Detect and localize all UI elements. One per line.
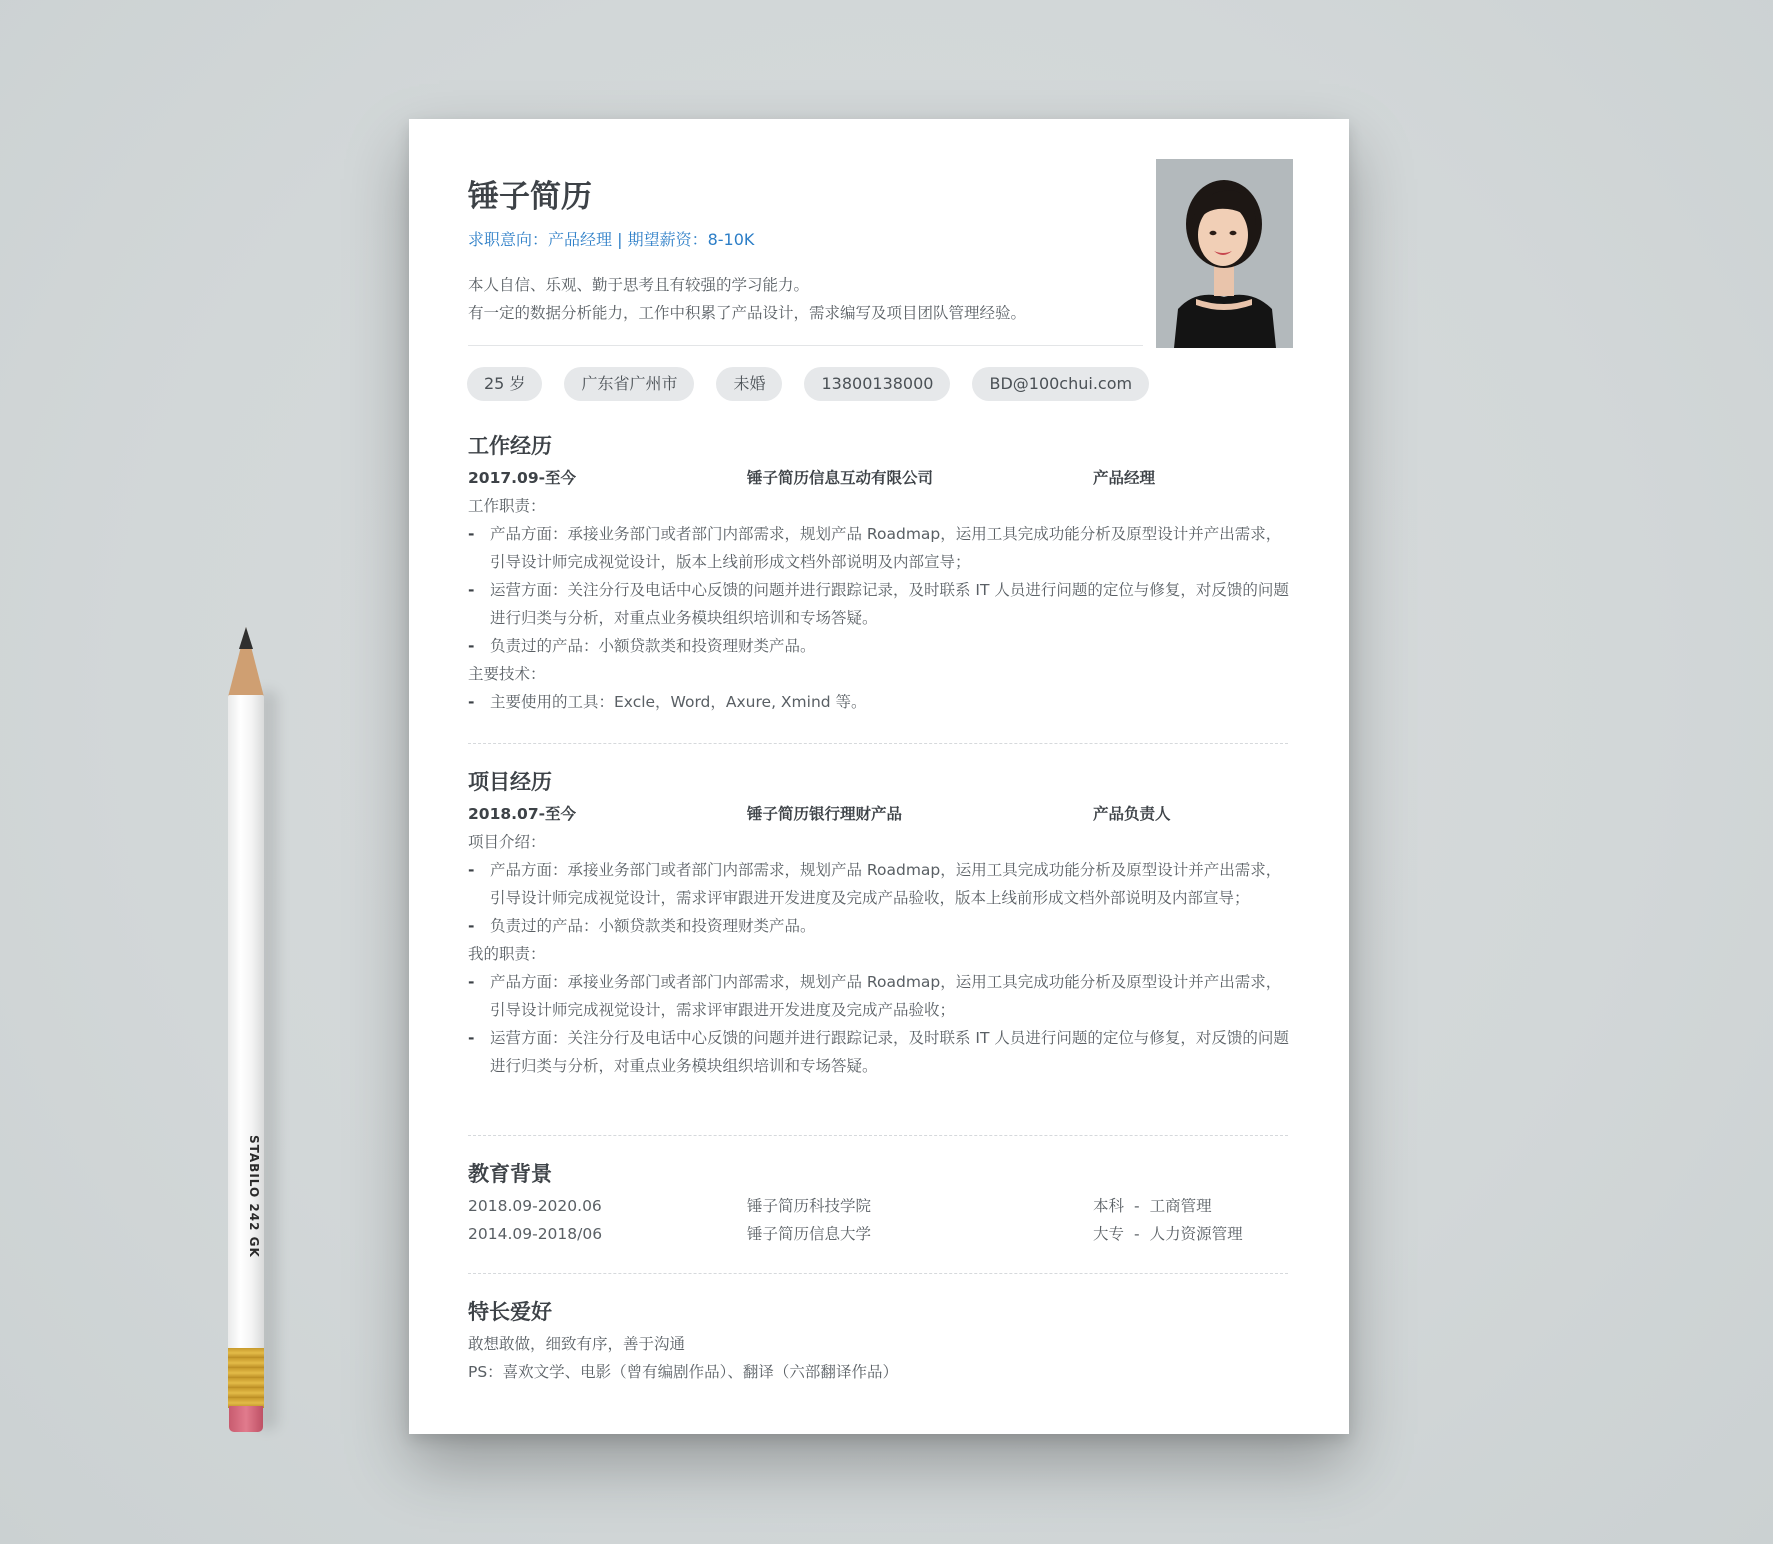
list-item: - 负责过的产品：小额贷款类和投资理财类产品。 xyxy=(468,637,816,655)
section-divider xyxy=(468,743,1288,744)
profile-photo xyxy=(1156,159,1293,348)
project-duty-label: 我的职责： xyxy=(468,945,546,963)
list-item: - 运营方面：关注分行及电话中心反馈的问题并进行跟踪记录，及时联系 IT 人员进行问题的定位与修复，对反馈的问题进行归类与分析，对重点业务模块组织培训和专场答疑。 xyxy=(468,581,1289,627)
section-title: 工作经历 xyxy=(468,434,552,458)
edu-period: 2018.09-2020.06 xyxy=(468,1197,602,1215)
list-item: - 产品方面：承接业务部门或者部门内部需求，规划产品 Roadmap，运用工具完成功能分析及原型设计并产出需求，引导设计师完成视觉设计，需求评审跟进开发进度及完成产品验收； xyxy=(468,973,1282,1019)
work-section xyxy=(468,431,1293,716)
tag-phone: 13800138000 xyxy=(804,367,950,401)
edu-period: 2014.09-2018/06 xyxy=(468,1225,603,1243)
section-title: 教育背景 xyxy=(468,1162,552,1186)
pencil-eraser xyxy=(229,1406,263,1432)
section-title: 特长爱好 xyxy=(468,1300,552,1324)
pencil-lead xyxy=(239,627,253,649)
tag-location: 广东省广州市 xyxy=(564,367,694,401)
section-title: 项目经历 xyxy=(468,770,552,794)
list-item: - 运营方面：关注分行及电话中心反馈的问题并进行跟踪记录，及时联系 IT 人员进行问题的定位与修复，对反馈的问题进行归类与分析，对重点业务模块组织培训和专场答疑。 xyxy=(468,1029,1289,1075)
project-header-row xyxy=(468,800,1293,828)
project-intro-label: 项目介绍： xyxy=(468,833,546,851)
tag-age: 25 岁 xyxy=(467,367,542,401)
education-section xyxy=(468,1159,1293,1248)
work-role: 产品经理 xyxy=(1093,469,1156,487)
pencil-body xyxy=(228,695,264,1350)
work-duty-list xyxy=(468,520,1293,660)
list-item: - 产品方面：承接业务部门或者部门内部需求，规划产品 Roadmap，运用工具完成功能分析及原型设计并产出需求，引导设计师完成视觉设计，版本上线前形成文档外部说明及内部宣导； xyxy=(468,525,1282,571)
project-intro-list xyxy=(468,856,1293,940)
hobby-line: PS：喜欢文学、电影（曾有编剧作品）、翻译（六部翻译作品） xyxy=(468,1363,898,1381)
edu-degree-major: 本科 - 工商管理 xyxy=(1093,1197,1212,1215)
project-section xyxy=(468,767,1293,1080)
project-period: 2018.07-至今 xyxy=(468,805,577,823)
resume-paper xyxy=(409,119,1349,1434)
project-name: 锤子简历银行理财产品 xyxy=(747,805,903,823)
work-skill-list xyxy=(468,688,1293,716)
pencil-ferrule xyxy=(228,1348,264,1408)
work-period: 2017.09-至今 xyxy=(468,469,577,487)
list-item: - 产品方面：承接业务部门或者部门内部需求，规划产品 Roadmap，运用工具完成功能分析及原型设计并产出需求，引导设计师完成视觉设计，需求评审跟进开发进度及完成产品验收，版本上线前形成文档外部说明及内部宣导； xyxy=(468,861,1282,907)
edu-school: 锤子简历科技学院 xyxy=(747,1197,872,1215)
education-row xyxy=(468,1220,1293,1248)
header-divider xyxy=(468,345,1143,346)
pencil-brand-text: STABILO 242 GK xyxy=(247,1135,261,1258)
education-row xyxy=(468,1192,1293,1220)
edu-degree-major: 大专 - 人力资源管理 xyxy=(1093,1225,1243,1243)
section-divider xyxy=(468,1135,1288,1136)
work-skill-label: 主要技术： xyxy=(468,665,546,683)
hobby-line: 敢想敢做，细致有序，善于沟通 xyxy=(468,1335,686,1353)
list-item: - 主要使用的工具：Excle，Word，Axure, Xmind 等。 xyxy=(468,693,867,711)
tag-marital-status: 未婚 xyxy=(716,367,782,401)
list-item: - 负责过的产品：小额贷款类和投资理财类产品。 xyxy=(468,917,816,935)
pencil xyxy=(228,627,264,1433)
work-company: 锤子简历信息互动有限公司 xyxy=(747,469,934,487)
work-header-row xyxy=(468,464,1293,492)
job-intent: 求职意向：产品经理 | 期望薪资：8-10K xyxy=(468,230,755,249)
project-role: 产品负责人 xyxy=(1093,805,1171,823)
hobbies-section xyxy=(468,1297,1293,1386)
tag-email: BD@100chui.com xyxy=(972,367,1149,401)
self-summary xyxy=(468,271,1128,327)
work-duty-label: 工作职责： xyxy=(468,497,546,515)
info-tags xyxy=(467,367,1187,401)
project-duty-list xyxy=(468,968,1293,1080)
section-divider xyxy=(468,1273,1288,1274)
summary-line: 有一定的数据分析能力，工作中积累了产品设计，需求编写及项目团队管理经验。 xyxy=(468,304,1027,322)
edu-school: 锤子简历信息大学 xyxy=(747,1225,872,1243)
summary-line: 本人自信、乐观、勤于思考且有较强的学习能力。 xyxy=(468,276,810,294)
portrait-illustration xyxy=(1156,159,1293,348)
resume-name: 锤子简历 xyxy=(468,179,592,215)
